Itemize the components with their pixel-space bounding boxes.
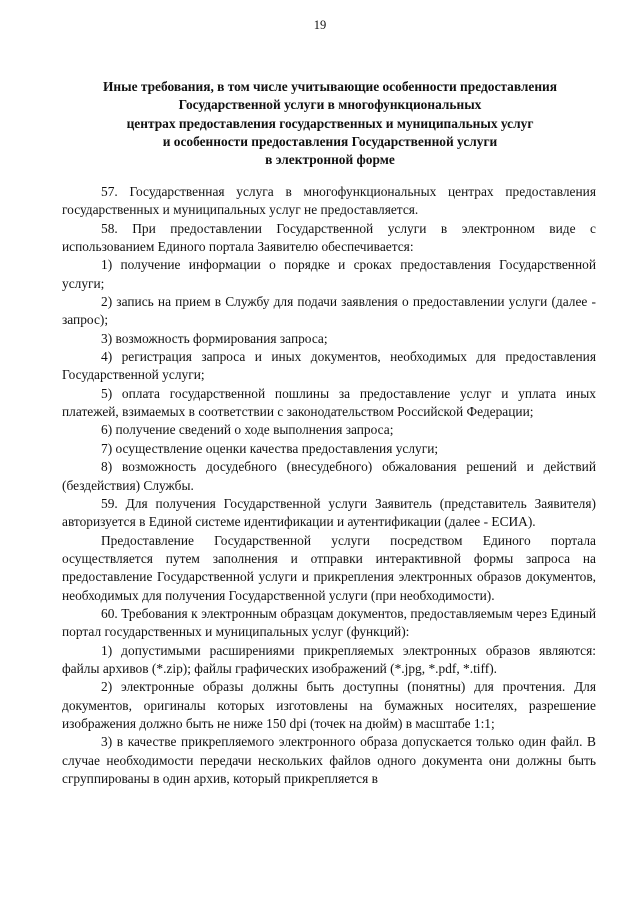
list-item-58-1: 1) получение информации о порядке и сроках предоставления Государственной услуги;: [62, 257, 596, 291]
paragraph-60: 60. Требования к электронным образцам документов, предоставляемым через Единый портал государственных и муниципальных услуг (функций):: [62, 605, 596, 640]
paragraph-59: 59. Для получения Государственной услуги Заявитель (представитель Заявителя) авторизуется в Единой системе идентификации и аутентификации (далее - ЕСИА).: [62, 495, 596, 530]
heading-line: и особенности предоставления Государственной услуги: [162, 133, 498, 149]
list-item-58-4: 4) регистрация запроса и иных документов, необходимых для предоставления Государственной услуги;: [62, 349, 596, 383]
list-item-58-7: 7) осуществление оценки качества предоставления услуги;: [101, 440, 439, 456]
heading-line: Иные требования, в том числе учитывающие особенности предоставления: [102, 79, 558, 94]
list-item-58-8: 8) возможность досудебного (внесудебного) обжалования решений и действий (бездействия) Службы.: [62, 459, 596, 493]
paragraph-57: 57. Государственная услуга в многофункциональных центрах предоставления государственных и муниципальных услуг не предоставляется.: [62, 184, 596, 218]
heading-line: в электронной форме: [265, 152, 395, 168]
list-item-58-3: 3) возможность формирования запроса;: [101, 330, 328, 346]
list-item-60-1: 1) допустимыми расширениями прикрепляемых электронных образов являются: файлы архивов (*.zip); файлы графических изображений (*.jpg, *.pdf, *.tiff).: [62, 642, 596, 676]
heading-line: Государственной услуги в многофункциональных: [178, 97, 482, 113]
list-item-58-6: 6) получение сведений о ходе выполнения запроса;: [101, 422, 394, 438]
list-item-58-5: 5) оплата государственной пошлины за предоставление услуг и уплата иных платежей, взимаемых в соответствии с законодательством Российской Федерации;: [62, 385, 596, 420]
document-body: [62, 183, 596, 788]
section-heading: [60, 78, 600, 169]
list-item-60-2: 2) электронные образы должны быть доступны (понятны) для прочтения. Для документов, оригиналы которых изготовлены на бумажных носителях, разрешение изображения должно быть не ниже 150 dpi (точек на дюйм) в масштабе 1:1;: [62, 679, 596, 731]
paragraph-59-continued: Предоставление Государственной услуги посредством Единого портала осуществляется путем заполнения и отправки интерактивной формы запроса на предоставление Государственной услуги и прикрепления электронных образов документов, необходимых для получения Государственной услуги (при необходимости).: [62, 532, 596, 603]
list-item-60-3: 3) в качестве прикрепляемого электронного образа допускается только один файл. В случае необходимости передачи нескольких файлов одного документа они должны быть сгруппированы в один архив, который прикрепляется в: [62, 734, 596, 786]
paragraph-58: 58. При предоставлении Государственной услуги в электронном виде с использованием Единого портала Заявителю обеспечивается:: [62, 220, 596, 255]
list-item-58-2: 2) запись на прием в Службу для подачи заявления о предоставлении услуги (далее - запрос);: [62, 294, 596, 328]
heading-line: центрах предоставления государственных и муниципальных услуг: [126, 115, 534, 131]
page-number: 19: [313, 18, 327, 32]
